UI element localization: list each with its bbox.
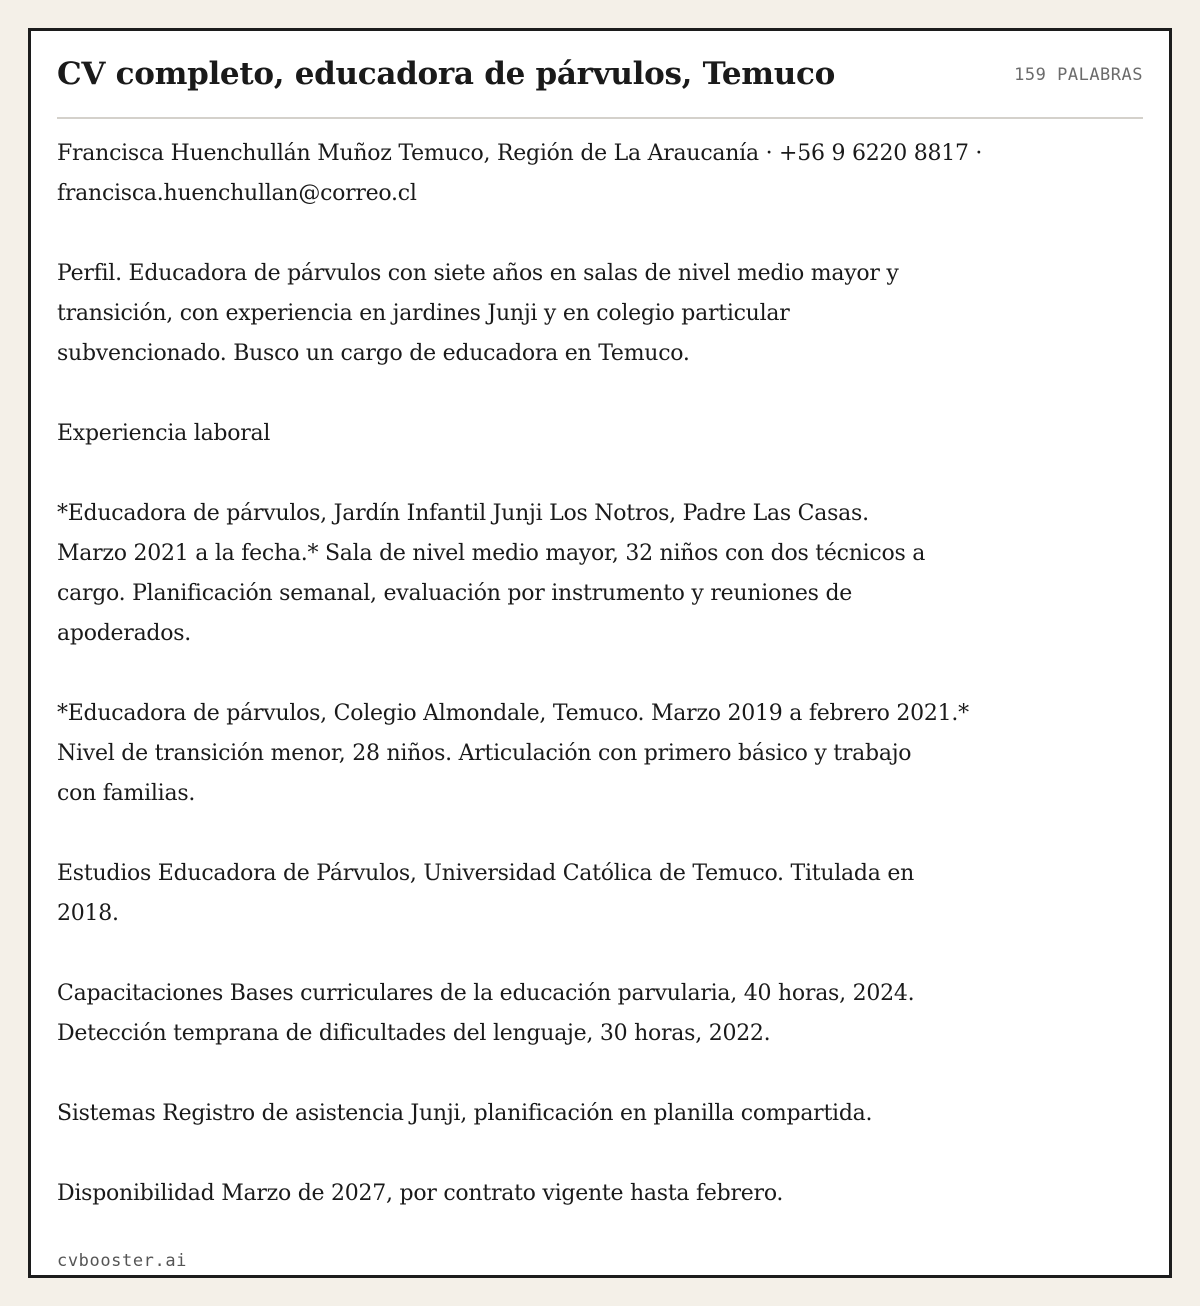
document-title: CV completo, educadora de párvulos, Temuco [57,56,835,92]
cv-document-card [28,28,1172,1278]
word-count: 159 PALABRAS [1014,65,1143,85]
document-header [57,53,1143,119]
footer-brand: cvbooster.ai [57,1251,188,1271]
cv-body-text: Francisca Huenchullán Muñoz Temuco, Región de La Araucanía · +56 9 6220 8817 · francisca.huenchullan@correo.cl Perfil. Educadora de párvulos con siete años en salas de nivel medio mayor y transición, con experiencia en jardines Junji y en colegio particular subvencionado. Busco un cargo de educadora en Temuco. Experiencia laboral *Educadora de párvulos, Jardín Infantil Junji Los Notros, Padre Las Casas. Marzo 2021 a la fecha.* Sala de nivel medio mayor, 32 niños con dos técnicos a cargo. Planificación semanal, evaluación por instrumento y reuniones de apoderados. *Educadora de párvulos, Colegio Almondale, Temuco. Marzo 2019 a febrero 2021.* Nivel de transición menor, 28 niños. Articulación con primero básico y trabajo con familias. Estudios Educadora de Párvulos, Universidad Católica de Temuco. Titulada en 2018. Capacitaciones Bases curriculares de la educación parvularia, 40 horas, 2024. Detección temprana de dificultades del lenguaje, 30 horas, 2022. Sistemas Registro de asistencia Junji, planificación en planilla compartida. Disponibilidad Marzo de 2027, por contrato vigente hasta febrero. [57,141,983,1206]
